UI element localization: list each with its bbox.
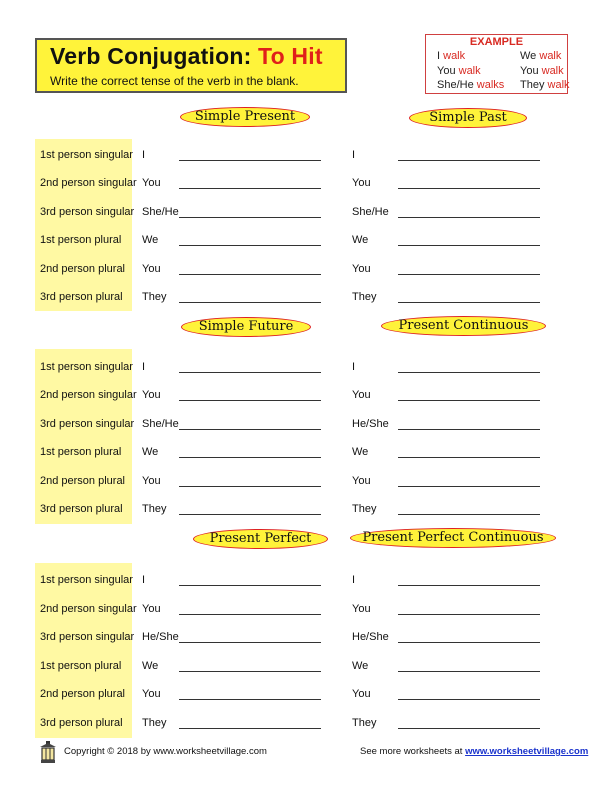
answer-blank[interactable] (398, 429, 540, 430)
example-verb: walks (476, 79, 505, 91)
answer-blank[interactable] (179, 642, 321, 643)
example-title: EXAMPLE (469, 36, 524, 48)
answer-blank[interactable] (179, 160, 321, 161)
title-prefix: Verb Conjugation: (50, 43, 252, 69)
section-label-present-perfect: Present Perfect (193, 529, 328, 549)
person-label: 2nd person plural (40, 263, 126, 275)
pronoun: You (142, 688, 161, 700)
answer-blank[interactable] (398, 642, 540, 643)
example-pronoun: She/He (437, 79, 474, 91)
answer-blank[interactable] (398, 457, 540, 458)
pronoun: You (142, 475, 161, 487)
pronoun: We (352, 660, 369, 672)
person-label: 2nd person singular (40, 177, 137, 189)
pronoun: I (142, 574, 146, 586)
pronoun: He/She (352, 631, 389, 643)
person-label: 1st person plural (40, 446, 122, 458)
example-verb: walk (547, 79, 570, 91)
pronoun: They (142, 291, 167, 303)
pronoun: I (352, 574, 356, 586)
answer-blank[interactable] (179, 274, 321, 275)
example-verb: walk (539, 50, 562, 62)
answer-blank[interactable] (398, 188, 540, 189)
section-label-simple-past: Simple Past (409, 108, 527, 128)
pronoun: They (352, 503, 377, 515)
pronoun: We (142, 234, 159, 246)
answer-blank[interactable] (179, 245, 321, 246)
pronoun: She/He (142, 418, 179, 430)
example-verb: walk (541, 65, 564, 77)
answer-blank[interactable] (179, 188, 321, 189)
example-box (425, 34, 568, 94)
answer-blank[interactable] (398, 217, 540, 218)
answer-blank[interactable] (179, 486, 321, 487)
example-left-1 (437, 65, 481, 77)
answer-blank[interactable] (179, 400, 321, 401)
answer-blank[interactable] (398, 728, 540, 729)
person-label: 2nd person plural (40, 475, 126, 487)
answer-blank[interactable] (398, 699, 540, 700)
pronoun: We (352, 234, 369, 246)
section-label-present-perfect-continuous: Present Perfect Continuous (350, 528, 556, 548)
answer-blank[interactable] (398, 302, 540, 303)
pronoun: You (352, 389, 371, 401)
answer-blank[interactable] (179, 514, 321, 515)
answer-blank[interactable] (179, 302, 321, 303)
pronoun: I (352, 149, 356, 161)
answer-blank[interactable] (179, 671, 321, 672)
pronoun: You (352, 475, 371, 487)
title-box (35, 38, 347, 93)
answer-blank[interactable] (398, 514, 540, 515)
pronoun: We (142, 446, 159, 458)
pronoun: You (352, 177, 371, 189)
example-pronoun: They (520, 79, 545, 91)
person-label: 3rd person singular (40, 418, 135, 430)
answer-blank[interactable] (179, 614, 321, 615)
answer-blank[interactable] (179, 728, 321, 729)
person-label: 3rd person plural (40, 291, 123, 303)
example-left-2 (437, 79, 504, 91)
pronoun: We (142, 660, 159, 672)
person-label: 3rd person singular (40, 206, 135, 218)
answer-blank[interactable] (398, 160, 540, 161)
answer-blank[interactable] (398, 274, 540, 275)
pronoun: They (142, 503, 167, 515)
answer-blank[interactable] (179, 429, 321, 430)
pronoun: They (142, 717, 167, 729)
answer-blank[interactable] (179, 585, 321, 586)
pronoun: You (142, 263, 161, 275)
pronoun: They (352, 717, 377, 729)
person-label: 2nd person singular (40, 603, 137, 615)
answer-blank[interactable] (398, 614, 540, 615)
pronoun: You (352, 263, 371, 275)
example-verb: walk (458, 65, 481, 77)
person-label: 3rd person plural (40, 717, 123, 729)
more-worksheets (360, 746, 588, 757)
pronoun: I (352, 361, 356, 373)
example-pronoun: You (520, 65, 539, 77)
page-title (50, 43, 323, 70)
title-verb: To Hit (258, 43, 323, 69)
person-label: 1st person singular (40, 574, 133, 586)
person-label: 1st person singular (40, 361, 133, 373)
example-left-0 (437, 50, 465, 62)
example-verb: walk (443, 50, 466, 62)
pronoun: You (352, 688, 371, 700)
example-pronoun: You (437, 65, 456, 77)
pronoun: I (142, 149, 146, 161)
person-label: 1st person singular (40, 149, 133, 161)
section-label-simple-future: Simple Future (181, 317, 311, 337)
answer-blank[interactable] (179, 217, 321, 218)
answer-blank[interactable] (398, 400, 540, 401)
pronoun: She/He (352, 206, 389, 218)
pronoun: We (352, 446, 369, 458)
answer-blank[interactable] (179, 457, 321, 458)
answer-blank[interactable] (398, 245, 540, 246)
answer-blank[interactable] (179, 372, 321, 373)
person-column-block-3 (35, 563, 135, 738)
pronoun: I (142, 361, 146, 373)
person-label: 1st person plural (40, 234, 122, 246)
instructions: Write the correct tense of the verb in the blank. (50, 74, 299, 88)
example-pronoun: We (520, 50, 537, 62)
pronoun: He/She (352, 418, 389, 430)
pronoun: You (142, 389, 161, 401)
pronoun: She/He (142, 206, 179, 218)
section-label-present-continuous: Present Continuous (381, 316, 546, 336)
example-right-1 (520, 65, 564, 77)
example-pronoun: I (437, 50, 441, 62)
pronoun: You (142, 603, 161, 615)
pronoun: He/She (142, 631, 179, 643)
person-column-block-1 (35, 139, 135, 311)
answer-blank[interactable] (398, 372, 540, 373)
pronoun: You (142, 177, 161, 189)
pronoun: They (352, 291, 377, 303)
person-label: 1st person plural (40, 660, 122, 672)
person-label: 2nd person singular (40, 389, 137, 401)
person-column-block-2 (35, 349, 135, 524)
example-right-0 (520, 50, 561, 62)
section-label-simple-present: Simple Present (180, 107, 310, 127)
answer-blank[interactable] (398, 486, 540, 487)
pronoun: You (352, 603, 371, 615)
more-worksheets-link[interactable]: www.worksheetvillage.com (465, 746, 589, 757)
answer-blank[interactable] (398, 671, 540, 672)
copyright: Copyright © 2018 by www.worksheetvillage.com (64, 746, 267, 757)
lantern-logo-icon (38, 741, 58, 765)
person-label: 3rd person plural (40, 503, 123, 515)
person-label: 2nd person plural (40, 688, 126, 700)
answer-blank[interactable] (179, 699, 321, 700)
example-right-2 (520, 79, 570, 91)
more-worksheets-prefix: See more worksheets at (360, 746, 466, 757)
person-label: 3rd person singular (40, 631, 135, 643)
answer-blank[interactable] (398, 585, 540, 586)
